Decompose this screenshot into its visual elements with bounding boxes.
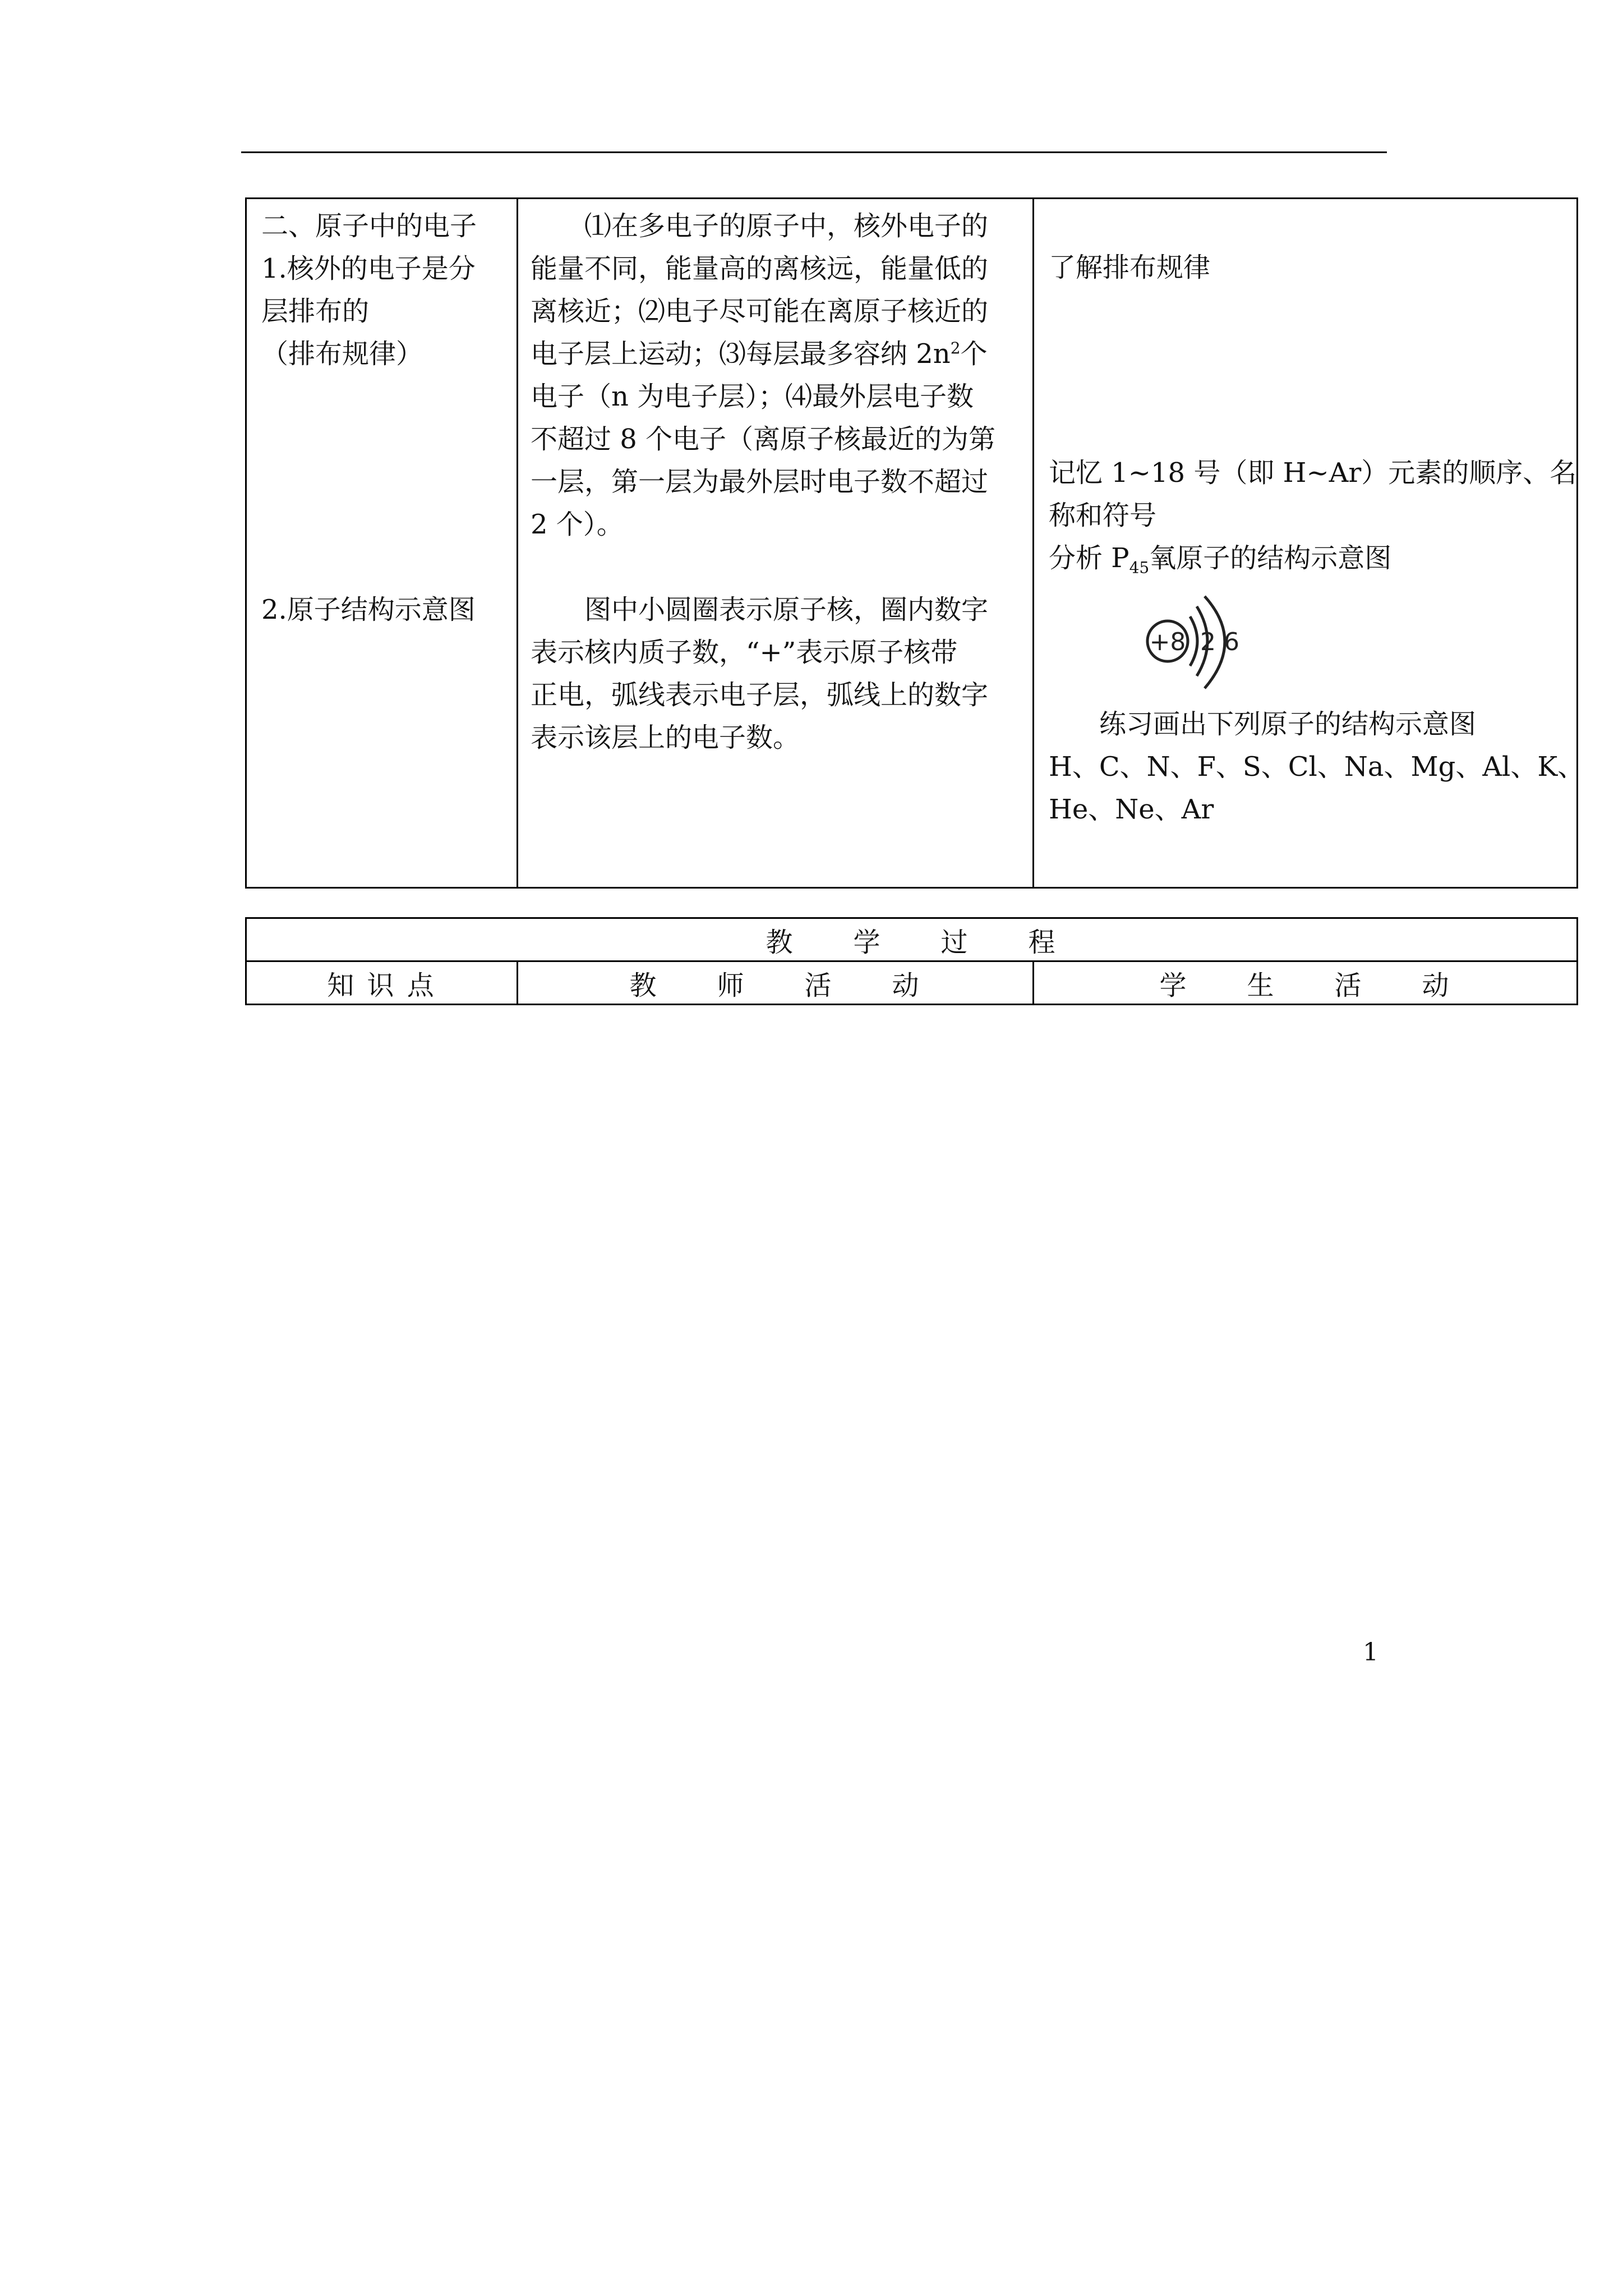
element-list: H、C、N、F、S、Cl、Na、Mg、Al、K、	[1049, 751, 1585, 783]
header-knowledge: 知 识 点	[246, 961, 518, 1005]
text-line: 表示核内质子数，“+”表示原子核带	[531, 637, 958, 668]
teacher-activity-cell	[518, 199, 1034, 888]
text-line: 表示该层上的电子数。	[531, 722, 800, 753]
teaching-process-table	[245, 917, 1578, 1005]
item1-line: 层排布的	[261, 296, 370, 327]
header-rule	[241, 151, 1387, 153]
text-line: 正电，弧线表示电子层，弧线上的数字	[531, 679, 989, 711]
shell-arc-1	[1190, 616, 1197, 666]
text-line: 电子（n 为电子层）；⑷最外层电子数	[531, 381, 974, 412]
practice-text: 练习画出下列原子的结构示意图	[1099, 708, 1477, 740]
table-row	[246, 199, 1578, 888]
header-teacher: 教 师 活 动	[518, 961, 1034, 1005]
element-list: He、Ne、Ar	[1049, 794, 1214, 825]
text-line: 2 个）。	[531, 509, 624, 540]
memorize-line: 记忆 1~18 号（即 H~Ar）元素的顺序、名	[1049, 457, 1577, 489]
memorize-line: 称和符号	[1049, 500, 1157, 531]
table-row	[246, 961, 1578, 1005]
process-title: 教 学 过 程	[246, 918, 1578, 961]
content-table	[245, 197, 1585, 889]
text-line: 电子层上运动；⑶每层最多容纳 $2n^2$个	[531, 338, 988, 370]
text-line: 离核近；⑵电子尽可能在离原子核近的	[531, 296, 989, 327]
page-number: 1	[1363, 1638, 1378, 1667]
shell-electrons-1: 2	[1200, 628, 1216, 656]
oxygen-atom-diagram	[1138, 592, 1251, 698]
shell-electrons-2: 6	[1224, 628, 1239, 656]
knowledge-cell	[246, 199, 518, 888]
item2-heading: 2.原子结构示意图	[261, 594, 476, 625]
student-activity-cell	[1034, 199, 1585, 888]
nucleus-label: +8	[1149, 628, 1186, 656]
table-row	[246, 918, 1578, 961]
item1-line: 1.核外的电子是分	[261, 253, 476, 284]
text-line: 能量不同，能量高的离核远，能量低的	[531, 253, 989, 284]
analyze-line: 分析 $P_{45}$氧原子的结构示意图	[1049, 542, 1392, 577]
text-line: 一层，第一层为最外层时电子数不超过	[531, 466, 989, 498]
item1-line: （排布规律）	[261, 338, 423, 370]
section-heading: 二、原子中的电子	[261, 210, 477, 242]
text-line: 图中小圆圈表示原子核，圈内数字	[584, 594, 989, 625]
header-student: 学 生 活 动	[1034, 961, 1578, 1005]
text-line: 不超过 8 个电子（离原子核最近的为第	[531, 424, 996, 455]
text-line: ⑴在多电子的原子中，核外电子的	[584, 210, 989, 242]
rule-text: 了解排布规律	[1049, 252, 1211, 283]
